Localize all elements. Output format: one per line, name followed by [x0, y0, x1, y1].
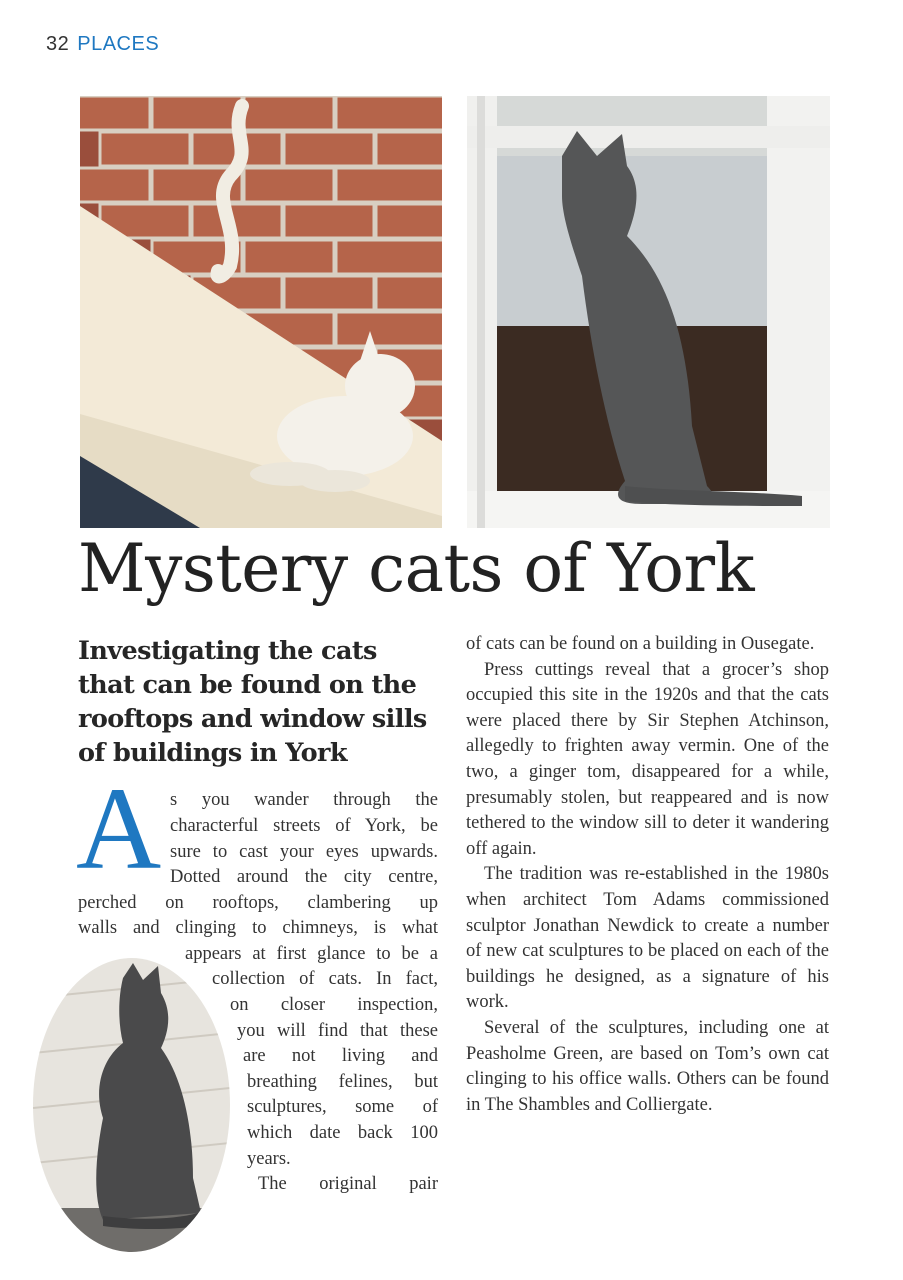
paragraph: of cats can be found on a building in Ousegate. — [466, 634, 815, 654]
article-title: Mystery cats of York — [78, 530, 755, 607]
photo-dark-cat-oval — [33, 958, 230, 1252]
photo-white-cat — [80, 96, 442, 528]
text-line: you will find that these — [237, 1021, 438, 1041]
text-line: walls and clinging to chimneys, is what — [78, 918, 438, 938]
text-line: on closer inspection, — [230, 995, 438, 1015]
page-number: 32 — [46, 33, 70, 55]
text-line: Dotted around the city centre, — [170, 867, 438, 887]
text-line: perched on rooftops, clambering up — [78, 893, 438, 913]
photo-dark-cat-window — [467, 96, 830, 528]
paragraph: Several of the sculptures, including one at Peasholme Green, are based on Tom’s own cat clinging to his office walls. Others can be found in The Shambles and Colliergate. — [466, 1017, 829, 1115]
paragraph: The tradition was re-established in the 1980s when architect Tom Adams commissioned sculptor Jonathan Newdick to create a number of new cat sculptures to be placed on each of the buildings he designed, as a signature of his work. — [466, 864, 829, 1013]
text-line: s you wander through the — [170, 790, 438, 810]
paragraph: Press cuttings reveal that a grocer’s shop occupied this site in the 1920s and that the cats were placed there by Sir Stephen Atchinson, allegedly to frighten away vermin. One of the two, a ginger tom, disappeared for a while, presumably stolen, but reappeared and is now tethered to the window sill to deter it wandering off again. — [466, 659, 829, 859]
text-line: years. — [247, 1149, 291, 1169]
text-line: The original pair — [258, 1174, 438, 1194]
text-line: characterful streets of York, be — [170, 816, 438, 836]
right-column — [466, 632, 829, 1118]
section-label: PLACES — [77, 33, 160, 55]
text-line: collection of cats. In fact, — [212, 969, 438, 989]
text-line: which date back 100 — [247, 1123, 438, 1143]
text-line: appears at first glance to be a — [185, 944, 438, 964]
drop-cap: A — [76, 763, 162, 894]
page-header — [46, 33, 159, 56]
text-line: are not living and — [243, 1046, 438, 1066]
text-line: sure to cast your eyes upwards. — [170, 842, 438, 862]
text-line: sculptures, some of — [247, 1097, 438, 1117]
article-subtitle: Investigating the cats that can be found on the rooftops and window sills of buildings in York — [78, 636, 427, 768]
text-line: breathing felines, but — [247, 1072, 438, 1092]
